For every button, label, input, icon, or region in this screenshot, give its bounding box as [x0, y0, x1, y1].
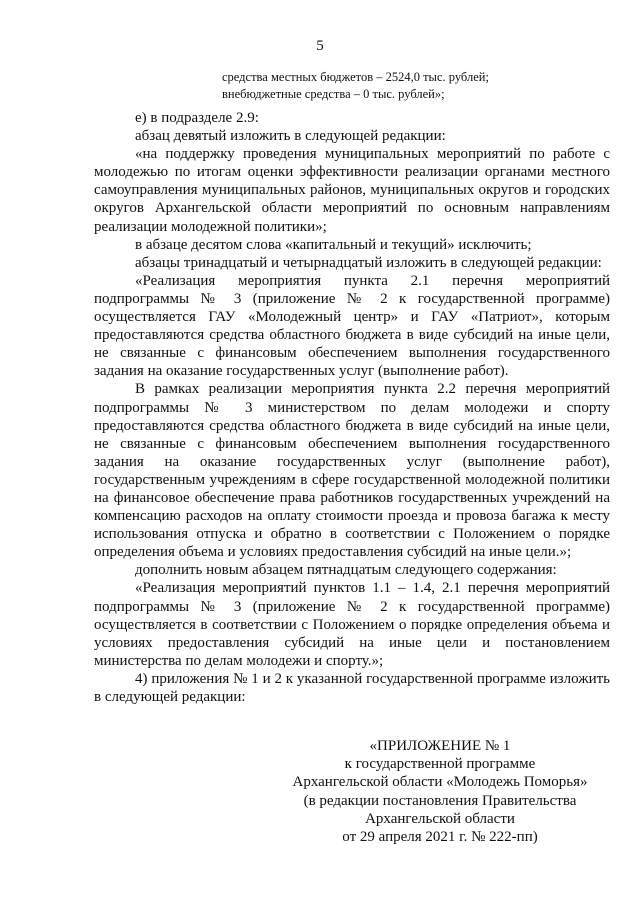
document-body [94, 109, 610, 706]
page-number: 5 [316, 38, 324, 54]
paragraph-realization-2-1: «Реализация мероприятия пункта 2.1 перечня мероприятий подпрограммы № 3 (приложение № 2 к государственной программе) осуществляется ГАУ «Молодежный центр» и ГАУ «Патриот», которым предоставляются средства областного бюджета в виде субсидий на иные цели, не связанные с финансовым обеспечением выполнения государственного задания на оказание государственных услуг (выполнение работ). [94, 272, 610, 380]
budget-line-extrabudget: внебюджетные средства – 0 тыс. рублей»; [222, 87, 445, 101]
appendix-line: Архангельской области «Молодежь Поморья» [292, 774, 588, 791]
paragraph-ninth-abzac-text: «на поддержку проведения муниципальных мероприятий по работе с молодежью по итогам оценки эффективности реализации органами местного самоуправления муниципальных районов, муниципальных округов и городских округов Архангельской области мероприятий по основным направлениям реализации молодежной политики»; [94, 146, 610, 235]
paragraph-tenth-abzac: в абзаце десятом слова «капитальный и текущий» исключить; [135, 236, 532, 253]
appendix-line: от 29 апреля 2021 г. № 222-пп) [342, 829, 538, 846]
paragraph-subsection-e: е) в подразделе 2.9: [135, 110, 259, 126]
appendix-line: к государственной программе [344, 756, 536, 773]
paragraph-realization-1-1-1-4: «Реализация мероприятий пунктов 1.1 – 1.4, 2.1 перечня мероприятий подпрограммы № 3 (приложение № 2 к государственной программе) осуществляется в соответствии с Положением о порядке определения объема и условиях предоставления субсидий на иные цели и постановлением министерства по делам молодежи и спорту.»; [94, 580, 610, 669]
appendix-line: Архангельской области [365, 810, 515, 827]
paragraph-add-fifteenth: дополнить новым абзацем пятнадцатым следующего содержания: [135, 562, 557, 579]
appendix-line: (в редакции постановления Правительства [303, 792, 577, 809]
paragraph-ninth-abzac: абзац девятый изложить в следующей редакции: [135, 128, 446, 145]
appendix-header [290, 737, 590, 846]
paragraph-realization-2-2: В рамках реализации мероприятия пункта 2.2 перечня мероприятий подпрограммы № 3 министерством по делам молодежи и спорту предоставляются средства областного бюджета в виде субсидий на иные цели, не связанные с финансовым обеспечением выполнения государственного задания на оказание государственных услуг (выполнение работ), государственным учреждениям в сфере государственной молодежной политики на финансовое обеспечение права работников государственных учреждений на компенсацию расходов на оплату стоимости проезда и провоза багажа к месту использования отпуска и обратно в соответствии с Положением о порядке определения объема и условиях предоставления субсидий на иные цели.»; [94, 381, 610, 561]
budget-line-local: средства местных бюджетов – 2524,0 тыс. рублей; [222, 70, 489, 84]
paragraph-appendices: 4) приложения № 1 и 2 к указанной государственной программе изложить в следующей редакции: [94, 670, 610, 705]
paragraph-thirteenth-fourteenth: абзацы тринадцатый и четырнадцатый изложить в следующей редакции: [135, 254, 602, 271]
appendix-title: «ПРИЛОЖЕНИЕ № 1 [369, 738, 511, 754]
